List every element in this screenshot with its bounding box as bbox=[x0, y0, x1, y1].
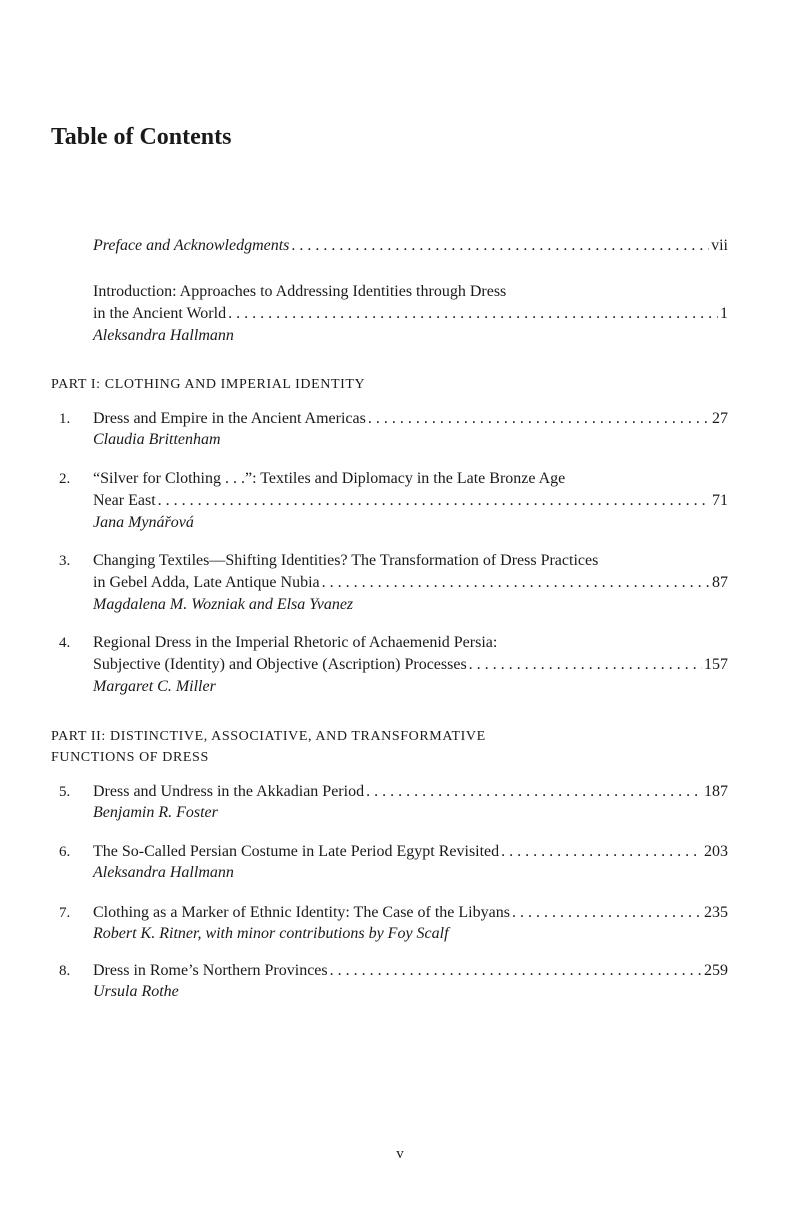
chapter-number: 4. bbox=[59, 635, 71, 651]
leader-dots bbox=[158, 491, 710, 511]
chapter-number: 3. bbox=[59, 553, 71, 569]
part-heading: PART I: CLOTHING AND IMPERIAL IDENTITY bbox=[51, 377, 366, 392]
entry-title: The So-Called Persian Costume in Late Period Egypt Revisited bbox=[93, 843, 500, 860]
chapter-number: 8. bbox=[59, 963, 71, 979]
leader-dots bbox=[368, 409, 710, 429]
toc-entry-chapter-5[interactable] bbox=[93, 782, 728, 802]
entry-title-line2: Subjective (Identity) and Objective (Ascription) Processes bbox=[93, 656, 467, 673]
entry-author: Magdalena M. Wozniak and Elsa Yvanez bbox=[93, 596, 354, 613]
entry-page: 259 bbox=[704, 962, 728, 979]
leader-dots bbox=[501, 842, 702, 862]
entry-page: 71 bbox=[712, 492, 728, 509]
chapter-number: 1. bbox=[59, 411, 71, 427]
leader-dots bbox=[322, 573, 710, 593]
entry-title-line1: Regional Dress in the Imperial Rhetoric of Achaemenid Persia: bbox=[93, 634, 498, 651]
entry-page: vii bbox=[711, 237, 728, 254]
page-title: Table of Contents bbox=[51, 124, 232, 150]
entry-title: Dress and Undress in the Akkadian Period bbox=[93, 783, 365, 800]
leader-dots bbox=[330, 961, 702, 981]
entry-page: 27 bbox=[712, 410, 728, 427]
entry-page: 1 bbox=[720, 305, 728, 322]
toc-entry-chapter-4[interactable] bbox=[93, 655, 728, 675]
leader-dots bbox=[228, 304, 718, 324]
leader-dots bbox=[512, 903, 702, 923]
leader-dots bbox=[469, 655, 702, 675]
chapter-number: 5. bbox=[59, 784, 71, 800]
entry-page: 157 bbox=[704, 656, 728, 673]
entry-page: 203 bbox=[704, 843, 728, 860]
entry-page: 187 bbox=[704, 783, 728, 800]
entry-page: 235 bbox=[704, 904, 728, 921]
entry-title-line2: Near East bbox=[93, 492, 156, 509]
toc-entry-preface[interactable] bbox=[93, 236, 728, 256]
entry-title-line1: Introduction: Approaches to Addressing Identities through Dress bbox=[93, 283, 507, 300]
entry-title: Dress in Rome’s Northern Provinces bbox=[93, 962, 328, 979]
entry-title: Clothing as a Marker of Ethnic Identity: The Case of the Libyans bbox=[93, 904, 510, 921]
part-heading-line2: FUNCTIONS OF DRESS bbox=[51, 750, 209, 765]
page-number: v bbox=[396, 1146, 404, 1162]
toc-entry-chapter-1[interactable] bbox=[93, 409, 728, 429]
leader-dots bbox=[366, 782, 702, 802]
toc-entry-chapter-2[interactable] bbox=[93, 491, 728, 511]
toc-entry-chapter-7[interactable] bbox=[93, 903, 728, 923]
chapter-number: 2. bbox=[59, 471, 71, 487]
entry-author: Claudia Brittenham bbox=[93, 431, 221, 448]
entry-title-line1: “Silver for Clothing . . .”: Textiles and Diplomacy in the Late Bronze Age bbox=[93, 470, 566, 487]
entry-author: Aleksandra Hallmann bbox=[93, 327, 234, 344]
toc-entry-chapter-3[interactable] bbox=[93, 573, 728, 593]
entry-author: Ursula Rothe bbox=[93, 983, 179, 1000]
chapter-number: 7. bbox=[59, 905, 71, 921]
entry-title-line1: Changing Textiles—Shifting Identities? The Transformation of Dress Practices bbox=[93, 552, 599, 569]
part-heading-line1: PART II: DISTINCTIVE, ASSOCIATIVE, AND TRANSFORMATIVE bbox=[51, 729, 486, 744]
entry-title: Preface and Acknowledgments bbox=[93, 237, 290, 254]
toc-entry-chapter-8[interactable] bbox=[93, 961, 728, 981]
toc-entry-chapter-6[interactable] bbox=[93, 842, 728, 862]
entry-title-line2: in the Ancient World bbox=[93, 305, 227, 322]
entry-author: Jana Mynářová bbox=[93, 514, 194, 531]
toc-entry-introduction[interactable] bbox=[93, 304, 728, 324]
entry-title: Dress and Empire in the Ancient Americas bbox=[93, 410, 366, 427]
entry-author: Aleksandra Hallmann bbox=[93, 864, 234, 881]
entry-author: Benjamin R. Foster bbox=[93, 804, 218, 821]
entry-title-line2: in Gebel Adda, Late Antique Nubia bbox=[93, 574, 320, 591]
entry-author: Margaret C. Miller bbox=[93, 678, 216, 695]
chapter-number: 6. bbox=[59, 844, 71, 860]
entry-author: Robert K. Ritner, with minor contributions by Foy Scalf bbox=[93, 925, 449, 942]
leader-dots bbox=[291, 236, 709, 256]
entry-page: 87 bbox=[712, 574, 728, 591]
